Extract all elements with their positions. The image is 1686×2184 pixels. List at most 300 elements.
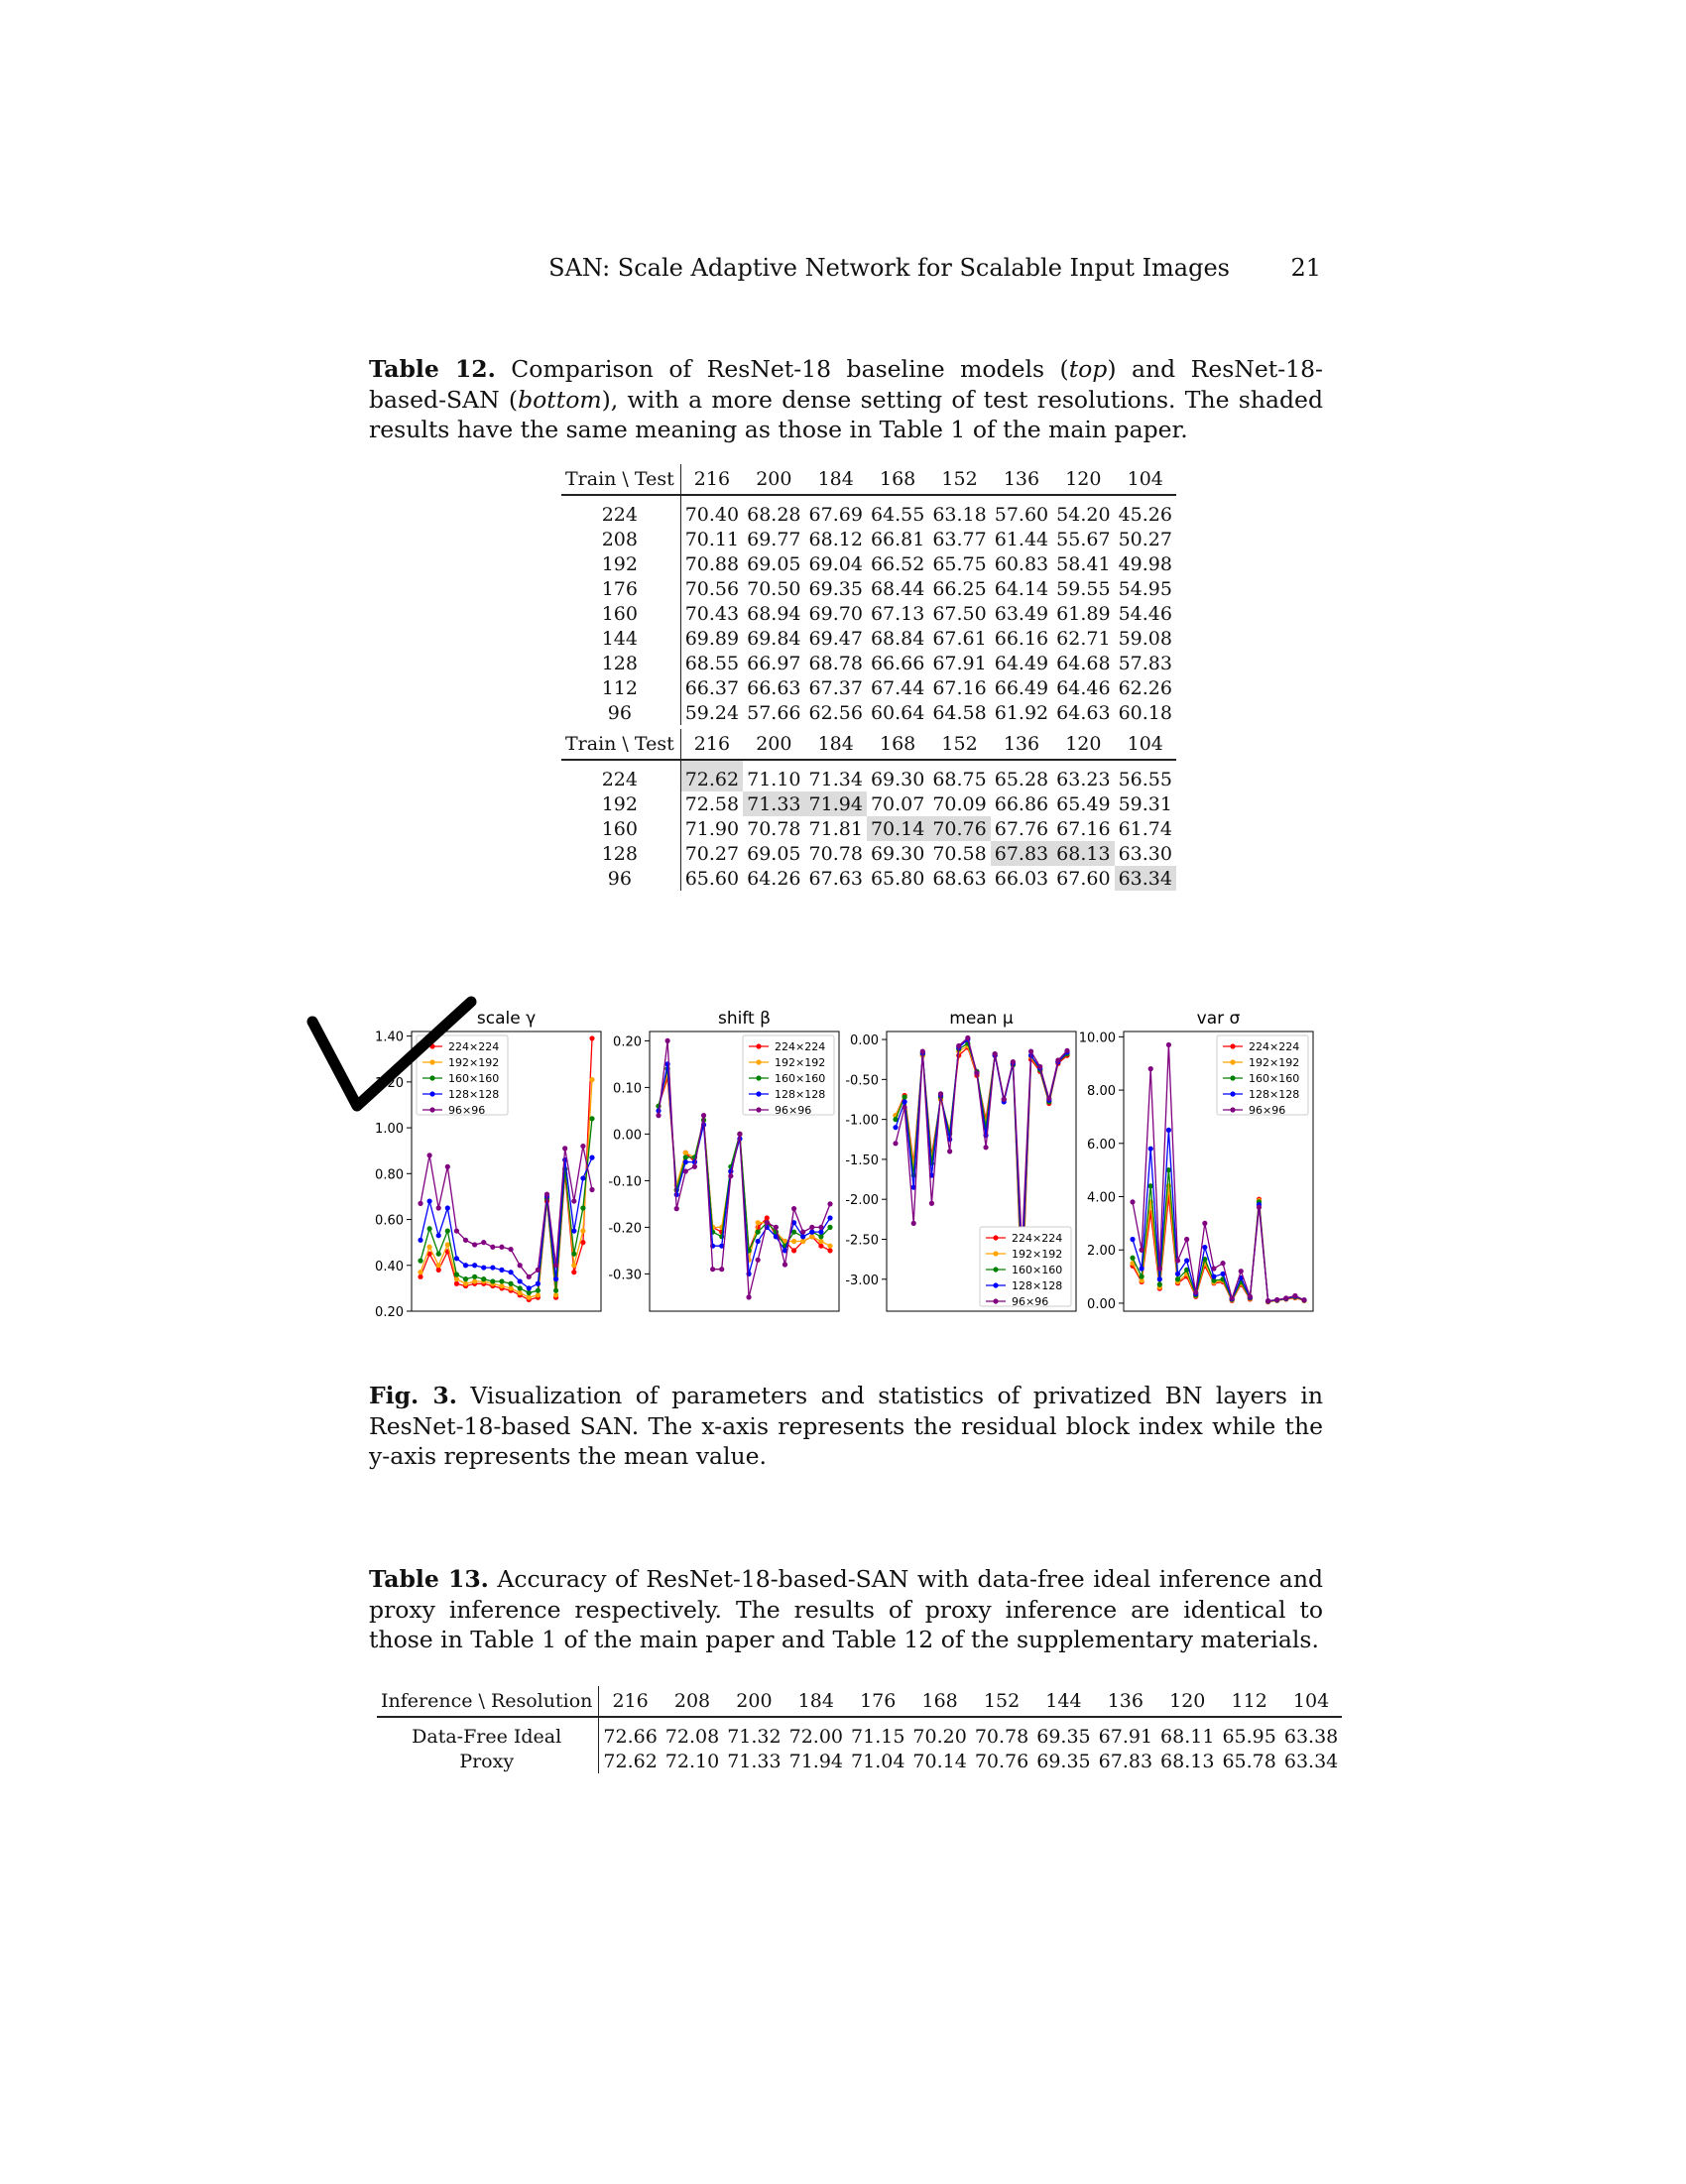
data-point: [427, 1226, 432, 1231]
legend-label: 128×128: [1249, 1088, 1300, 1101]
table12-san-col-header: 184: [805, 729, 867, 760]
data-point: [710, 1267, 715, 1272]
data-point: [1055, 1057, 1060, 1062]
data-point: [418, 1238, 422, 1243]
data-point: [553, 1263, 558, 1268]
table12-baseline-col-header: 168: [867, 464, 928, 495]
y-tick-label: -1.50: [845, 1153, 879, 1168]
table13-cell: 63.34: [1283, 1750, 1339, 1772]
table12-baseline-cell: 59.08: [1118, 627, 1172, 650]
table13-cell: 68.13: [1160, 1750, 1215, 1772]
data-point: [589, 1116, 594, 1121]
data-point: [454, 1228, 459, 1233]
table12-baseline-cell: 70.56: [684, 577, 740, 600]
table12-baseline-cell: 63.18: [932, 503, 987, 526]
data-point: [737, 1132, 742, 1137]
table12-san-cell: 67.76: [994, 817, 1049, 840]
data-point: [674, 1206, 679, 1211]
data-point: [1257, 1205, 1262, 1210]
data-point: [903, 1094, 907, 1099]
table13-col-header: 112: [1218, 1686, 1279, 1717]
table12-san-cell: 69.30: [870, 768, 925, 790]
table13-row-label: Proxy: [377, 1749, 599, 1773]
table12-san-cell: 59.31: [1118, 792, 1172, 815]
subplot-title: var σ: [1196, 1009, 1241, 1029]
data-point: [809, 1234, 814, 1239]
data-point: [1211, 1266, 1216, 1271]
data-point: [562, 1146, 567, 1151]
table13-header-row: [377, 1686, 1342, 1717]
legend-label: 224×224: [1249, 1040, 1300, 1053]
table13-cell: 72.10: [664, 1750, 720, 1772]
data-point: [445, 1228, 450, 1233]
data-point: [1274, 1297, 1279, 1302]
legend: [743, 1035, 834, 1117]
table12-san-cell: 63.30: [1118, 842, 1172, 865]
data-point: [481, 1265, 486, 1270]
data-point: [1148, 1066, 1153, 1071]
data-point: [499, 1283, 504, 1288]
data-point: [527, 1274, 532, 1279]
table12-san-cell: 70.09: [932, 792, 987, 815]
y-tick-label: -0.30: [608, 1268, 642, 1283]
legend-marker: [756, 1043, 761, 1048]
y-tick-label: 0.00: [613, 1128, 642, 1144]
data-point: [490, 1278, 495, 1283]
data-point: [1130, 1199, 1135, 1204]
table12-baseline-col-header: 184: [805, 464, 867, 495]
table12-san-cell: 67.83: [991, 841, 1052, 866]
table12-san-cell: 67.60: [1056, 867, 1111, 890]
table13-col-header: 152: [971, 1686, 1032, 1717]
data-point: [553, 1288, 558, 1293]
data-point: [818, 1239, 823, 1244]
table13-col-header: 216: [599, 1686, 662, 1717]
data-point: [527, 1285, 532, 1290]
table12-san-cell: 67.63: [808, 867, 863, 890]
table12-baseline-row: [561, 576, 1176, 601]
data-point: [589, 1155, 594, 1160]
data-point: [481, 1276, 486, 1281]
table12-baseline-row-label: 208: [561, 527, 680, 551]
table12-san-cell: 72.58: [684, 792, 740, 815]
table13-cell: 69.35: [1036, 1725, 1091, 1748]
table12-san-cell: 66.86: [994, 792, 1049, 815]
table12-baseline-cell: 63.49: [994, 602, 1049, 625]
table13-row: [377, 1717, 1342, 1749]
data-point: [1230, 1296, 1235, 1301]
table13-label: Table 13.: [369, 1565, 489, 1593]
table12-san-row: [561, 791, 1176, 816]
table12-san-row: [561, 841, 1176, 866]
table12-baseline-cell: 67.50: [932, 602, 987, 625]
legend: [980, 1227, 1071, 1308]
table12-san-cell: 70.14: [867, 816, 928, 841]
running-title: SAN: Scale Adaptive Network for Scalable Input Images: [548, 254, 1230, 282]
table12-san-cell: 56.55: [1118, 768, 1172, 790]
data-point: [445, 1205, 450, 1210]
table12-baseline-cell: 69.05: [747, 552, 801, 575]
data-point: [463, 1281, 468, 1286]
legend-label: 192×192: [1012, 1248, 1063, 1261]
data-point: [911, 1221, 916, 1226]
data-point: [1175, 1272, 1180, 1276]
legend-label: 192×192: [775, 1056, 826, 1069]
legend-label: 224×224: [448, 1040, 500, 1053]
fig3-caption: Fig. 3. Visualization of parameters and statistics of privatized BN layers in ResNet-18-based SAN. The x-axis represents the residual block index while the y-axis represents the mean value.: [369, 1382, 1323, 1470]
data-point: [728, 1173, 733, 1178]
legend-label: 160×160: [1249, 1072, 1300, 1085]
table12-san-cell: 71.81: [808, 817, 863, 840]
table12-baseline-cell: 49.98: [1118, 552, 1172, 575]
data-point: [818, 1225, 823, 1230]
table12-baseline-row: [561, 651, 1176, 675]
data-point: [827, 1248, 832, 1253]
data-point: [827, 1225, 832, 1230]
table12-baseline: [561, 464, 1176, 725]
table12-baseline-cell: 64.46: [1056, 676, 1111, 699]
data-point: [756, 1258, 761, 1263]
table12-baseline-cell: 68.84: [870, 627, 925, 650]
data-point: [436, 1263, 441, 1268]
data-point: [499, 1245, 504, 1250]
data-point: [791, 1239, 796, 1244]
data-point: [683, 1154, 688, 1159]
data-point: [1046, 1096, 1051, 1101]
table12-baseline-cell: 54.95: [1118, 577, 1172, 600]
table12-san-cell: 71.94: [805, 791, 867, 816]
data-point: [683, 1168, 688, 1173]
table12-san-corner: Train \ Test: [561, 729, 680, 760]
table12-san-row-label: 160: [561, 816, 680, 841]
data-point: [893, 1141, 898, 1146]
table12-san-col-header: 152: [928, 729, 990, 760]
data-point: [1157, 1266, 1162, 1271]
table13-cell: 71.94: [788, 1750, 844, 1772]
page-number: 21: [1290, 254, 1321, 282]
data-point: [1283, 1295, 1288, 1300]
y-tick-label: -3.00: [845, 1273, 879, 1288]
data-point: [800, 1239, 805, 1244]
subplot-2: [608, 1009, 839, 1311]
table13: [377, 1686, 1342, 1773]
table12-baseline-row: [561, 626, 1176, 651]
data-point: [536, 1268, 541, 1273]
table12-baseline-cell: 61.92: [994, 701, 1049, 724]
legend-label: 96×96: [1249, 1104, 1286, 1117]
table12-san-cell: 68.63: [932, 867, 987, 890]
table12-baseline-cell: 45.26: [1118, 503, 1172, 526]
data-point: [791, 1248, 796, 1253]
table12-baseline-cell: 66.37: [684, 676, 740, 699]
data-point: [589, 1077, 594, 1082]
table12-san-cell: 68.75: [932, 768, 987, 790]
table12-san-row: [561, 760, 1176, 791]
table12-baseline-row: [561, 551, 1176, 576]
table12-san-cell: 68.13: [1052, 841, 1114, 866]
data-point: [827, 1244, 832, 1249]
data-point: [518, 1285, 523, 1290]
data-point: [1064, 1048, 1069, 1053]
data-point: [983, 1145, 988, 1150]
table13-col-header: 168: [908, 1686, 970, 1717]
data-point: [463, 1263, 468, 1268]
data-point: [490, 1265, 495, 1270]
data-point: [418, 1270, 422, 1274]
data-point: [1140, 1248, 1144, 1253]
data-point: [536, 1288, 541, 1293]
data-point: [1175, 1276, 1180, 1281]
y-tick-label: -0.10: [608, 1174, 642, 1190]
table12-baseline-cell: 61.44: [994, 528, 1049, 550]
table12-baseline-row-label: 96: [561, 700, 680, 725]
table13-cell: 70.76: [974, 1750, 1029, 1772]
table13-cell: 63.38: [1283, 1725, 1339, 1748]
table12-baseline-cell: 67.61: [932, 627, 987, 650]
table12-baseline-cell: 62.71: [1056, 627, 1111, 650]
data-point: [893, 1125, 898, 1130]
data-point: [527, 1290, 532, 1295]
y-tick-label: 0.00: [1087, 1296, 1116, 1312]
data-point: [1130, 1237, 1135, 1242]
data-point: [571, 1228, 576, 1233]
table13-col-header: 176: [847, 1686, 908, 1717]
table12-baseline-row-label: 160: [561, 601, 680, 626]
data-point: [472, 1263, 477, 1268]
table12-san-cell: 70.76: [928, 816, 990, 841]
table12-san-cell: 70.27: [684, 842, 740, 865]
legend-label: 96×96: [1012, 1295, 1049, 1308]
data-point: [518, 1263, 523, 1268]
table13-cell: 67.91: [1098, 1725, 1153, 1748]
data-point: [427, 1153, 432, 1157]
table12-baseline-cell: 66.97: [747, 652, 801, 674]
table12-san-cell: 65.80: [870, 867, 925, 890]
y-tick-label: 0.00: [850, 1033, 879, 1049]
y-tick-label: 8.00: [1087, 1084, 1116, 1100]
series-line: [896, 1037, 1067, 1247]
data-point: [956, 1043, 961, 1048]
table12-baseline-cell: 69.84: [747, 627, 801, 650]
data-point: [436, 1252, 441, 1257]
legend-marker: [756, 1059, 761, 1064]
y-tick-label: 0.20: [613, 1034, 642, 1050]
data-point: [665, 1038, 670, 1043]
table12-baseline-cell: 66.49: [994, 676, 1049, 699]
table12-san-cell: 71.34: [808, 768, 863, 790]
data-point: [800, 1230, 805, 1235]
table13-cell: 71.33: [727, 1750, 782, 1772]
table12-baseline-cell: 67.69: [808, 503, 863, 526]
table12-san-row-label: 192: [561, 791, 680, 816]
data-point: [1037, 1064, 1042, 1069]
data-point: [536, 1292, 541, 1297]
table13-col-header: 184: [785, 1686, 847, 1717]
table12-baseline-cell: 64.58: [932, 701, 987, 724]
table12-baseline-cell: 64.63: [1056, 701, 1111, 724]
data-point: [436, 1233, 441, 1238]
table12-san-col-header: 200: [743, 729, 804, 760]
table12-san-row: [561, 816, 1176, 841]
table12-label: Table 12.: [369, 355, 496, 383]
table13-col-header: 208: [662, 1686, 723, 1717]
data-point: [818, 1234, 823, 1239]
table12-baseline-cell: 67.44: [870, 676, 925, 699]
table13-cell: 71.32: [727, 1725, 782, 1748]
data-point: [571, 1263, 576, 1268]
table12-san-row: [561, 866, 1176, 891]
fig3-label: Fig. 3.: [369, 1382, 457, 1409]
legend-marker: [993, 1282, 998, 1287]
data-point: [1140, 1266, 1144, 1271]
y-tick-label: -2.00: [845, 1193, 879, 1209]
y-tick-label: 0.20: [375, 1305, 404, 1320]
table13-cell: 65.95: [1222, 1725, 1276, 1748]
data-point: [827, 1201, 832, 1206]
data-point: [765, 1215, 770, 1220]
subplot-title: scale γ: [476, 1009, 537, 1029]
data-point: [472, 1242, 477, 1247]
data-point: [1239, 1269, 1244, 1274]
y-tick-label: 1.00: [375, 1122, 404, 1138]
table12-baseline-col-header: 152: [928, 464, 990, 495]
table13-row: [377, 1749, 1342, 1773]
data-point: [947, 1149, 952, 1153]
table12-baseline-row-label: 176: [561, 576, 680, 601]
data-point: [756, 1239, 761, 1244]
table12-san-cell: 63.34: [1115, 866, 1176, 891]
legend-label: 128×128: [775, 1088, 826, 1101]
data-point: [508, 1270, 513, 1274]
data-point: [518, 1290, 523, 1295]
data-point: [783, 1262, 787, 1267]
legend: [1217, 1035, 1308, 1117]
data-point: [1130, 1256, 1135, 1261]
table12-san-cell: 70.78: [747, 817, 801, 840]
legend-marker: [993, 1235, 998, 1240]
data-point: [436, 1268, 441, 1273]
table12-san-row-label: 128: [561, 841, 680, 866]
table12-baseline-cell: 67.37: [808, 676, 863, 699]
y-tick-label: -0.50: [845, 1073, 879, 1089]
data-point: [683, 1159, 688, 1164]
table12-baseline-cell: 64.14: [994, 577, 1049, 600]
series-line: [421, 1119, 592, 1293]
data-point: [508, 1285, 513, 1290]
table13-cell: 72.08: [664, 1725, 720, 1748]
table12-baseline-cell: 69.47: [808, 627, 863, 650]
table12-baseline-cell: 64.68: [1056, 652, 1111, 674]
y-tick-label: 4.00: [1087, 1190, 1116, 1206]
data-point: [656, 1113, 661, 1118]
table13-cell: 72.66: [603, 1725, 658, 1748]
table13-cell: 72.62: [603, 1750, 658, 1772]
data-point: [756, 1230, 761, 1235]
table12-baseline-cell: 63.77: [932, 528, 987, 550]
legend-marker: [1230, 1075, 1235, 1080]
data-point: [993, 1051, 998, 1056]
legend-label: 192×192: [448, 1056, 500, 1069]
table12-baseline-cell: 65.75: [932, 552, 987, 575]
table12-san-col-header: 104: [1115, 729, 1176, 760]
table12-san-cell: 61.74: [1118, 817, 1172, 840]
data-point: [454, 1256, 459, 1261]
data-point: [499, 1268, 504, 1273]
legend-marker: [756, 1091, 761, 1096]
table12-baseline-cell: 62.26: [1118, 676, 1172, 699]
legend-marker: [756, 1107, 761, 1112]
table12-baseline-cell: 57.83: [1118, 652, 1172, 674]
data-point: [1011, 1059, 1016, 1064]
data-point: [1292, 1293, 1297, 1298]
table12-baseline-cell: 69.35: [808, 577, 863, 600]
data-point: [418, 1201, 422, 1206]
table12-baseline-cell: 66.25: [932, 577, 987, 600]
data-point: [454, 1281, 459, 1286]
table12-san-cell: 71.90: [684, 817, 740, 840]
data-point: [809, 1230, 814, 1235]
table12-caption: Table 12. Comparison of ResNet-18 baseline models (top) and ResNet-18-based-SAN (bottom), with a more dense setting of test resolutions. The shaded results have the same meaning as those in Table 1 of the main paper.: [369, 355, 1323, 443]
table12-baseline-col-header: 200: [743, 464, 804, 495]
table13-col-header: 120: [1156, 1686, 1218, 1717]
table12-baseline-cell: 67.16: [932, 676, 987, 699]
table12-baseline-cell: 68.55: [684, 652, 740, 674]
table12-baseline-cell: 64.49: [994, 652, 1049, 674]
data-point: [974, 1070, 979, 1075]
table12-baseline-cell: 59.24: [684, 701, 740, 724]
data-point: [553, 1276, 558, 1281]
table12-baseline-cell: 66.63: [747, 676, 801, 699]
legend-label: 160×160: [448, 1072, 500, 1085]
data-point: [427, 1245, 432, 1250]
data-point: [536, 1281, 541, 1286]
table13-col-header: 136: [1095, 1686, 1156, 1717]
table12-baseline-row: [561, 495, 1176, 527]
table12-san-cell: 65.28: [994, 768, 1049, 790]
y-tick-label: 0.80: [375, 1167, 404, 1183]
table12-baseline-cell: 68.44: [870, 577, 925, 600]
data-point: [1301, 1297, 1306, 1302]
table13-cell: 69.35: [1036, 1750, 1091, 1772]
table12-baseline-row-label: 224: [561, 495, 680, 527]
data-point: [683, 1151, 688, 1155]
data-point: [1184, 1258, 1189, 1263]
y-tick-label: -1.00: [845, 1113, 879, 1129]
table12-baseline-cell: 70.11: [684, 528, 740, 550]
table12-baseline-cell: 68.28: [747, 503, 801, 526]
table12-san-cell: 64.26: [747, 867, 801, 890]
legend-marker: [993, 1251, 998, 1256]
table13-row-label: Data-Free Ideal: [377, 1717, 599, 1749]
data-point: [580, 1228, 585, 1233]
data-point: [800, 1234, 805, 1239]
data-point: [701, 1113, 706, 1118]
data-point: [463, 1238, 468, 1243]
legend-marker: [1230, 1059, 1235, 1064]
table13-cell: 72.00: [788, 1725, 844, 1748]
table12-san-col-header: 120: [1052, 729, 1114, 760]
legend-label: 224×224: [775, 1040, 826, 1053]
fig3-chart: [0, 1002, 1686, 1320]
table13-cell: 70.78: [974, 1725, 1029, 1748]
data-point: [544, 1192, 549, 1197]
table12-baseline-cell: 70.43: [684, 602, 740, 625]
table12-baseline-col-header: 136: [991, 464, 1052, 495]
data-point: [580, 1175, 585, 1180]
subplot-3: [845, 1009, 1076, 1311]
data-point: [580, 1240, 585, 1245]
data-point: [1211, 1274, 1216, 1278]
